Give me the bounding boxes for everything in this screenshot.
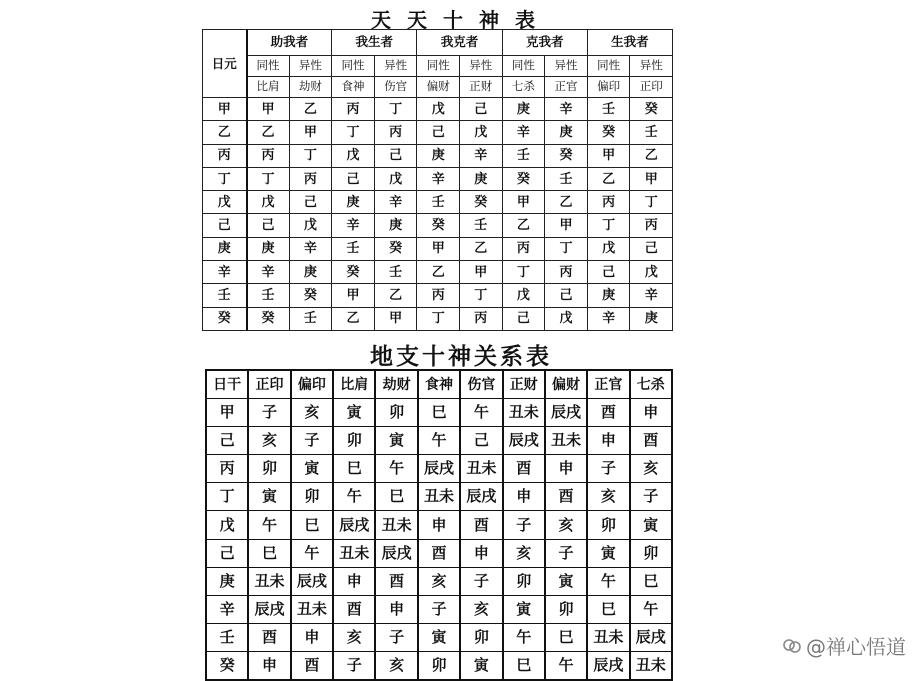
- table-cell: 丑未: [545, 427, 587, 455]
- table-cell: 壬: [460, 214, 503, 237]
- table-cell: 亥: [503, 539, 545, 567]
- table-cell: 乙: [417, 261, 460, 284]
- table-cell: 甲: [587, 144, 630, 167]
- table-cell: 己: [374, 144, 417, 167]
- table-cell: 子: [375, 623, 417, 651]
- day-stem-cell: 己: [203, 214, 247, 237]
- table-cell: 辰戌: [587, 651, 629, 680]
- table-cell: 丙: [502, 237, 545, 260]
- day-stem-cell: 癸: [206, 651, 248, 680]
- god-header: 伤官: [374, 77, 417, 98]
- table-cell: 卯: [333, 427, 375, 455]
- table-cell: 酉: [545, 483, 587, 511]
- table-cell: 酉: [503, 455, 545, 483]
- table-cell: 申: [248, 651, 290, 680]
- table-cell: 乙: [374, 284, 417, 307]
- table-cell: 寅: [291, 455, 333, 483]
- table-cell: 辛: [545, 98, 588, 121]
- table-row: [206, 595, 672, 623]
- table-cell: 亥: [418, 567, 460, 595]
- table-cell: 戊: [460, 121, 503, 144]
- table-cell: 酉: [291, 651, 333, 680]
- table-cell: 丁: [545, 237, 588, 260]
- table-cell: 午: [460, 399, 502, 427]
- day-stem-cell: 甲: [203, 98, 247, 121]
- table-cell: 庚: [374, 214, 417, 237]
- table-cell: 子: [418, 595, 460, 623]
- table-cell: 卯: [248, 455, 290, 483]
- table-cell: 庚: [630, 307, 673, 330]
- table-cell: 寅: [418, 623, 460, 651]
- column-header: 偏印: [291, 370, 333, 399]
- table-cell: 辰戌: [503, 427, 545, 455]
- table-cell: 癸: [247, 307, 290, 330]
- day-stem-cell: 丁: [203, 167, 247, 190]
- gender-header: 异性: [289, 56, 332, 77]
- column-header: 偏财: [545, 370, 587, 399]
- table-cell: 辛: [502, 121, 545, 144]
- table-cell: 癸: [417, 214, 460, 237]
- table-cell: 癸: [289, 284, 332, 307]
- table-cell: 甲: [502, 191, 545, 214]
- table-cell: 酉: [333, 595, 375, 623]
- table-cell: 庚: [332, 191, 375, 214]
- table-cell: 己: [502, 307, 545, 330]
- table-cell: 辰戌: [333, 511, 375, 539]
- god-header: 食神: [332, 77, 375, 98]
- table-cell: 庚: [545, 121, 588, 144]
- god-header: 正官: [545, 77, 588, 98]
- day-stem-cell: 丙: [206, 455, 248, 483]
- god-header: 偏财: [417, 77, 460, 98]
- gender-header: 同性: [502, 56, 545, 77]
- table-cell: 庚: [247, 237, 290, 260]
- table-cell: 戊: [332, 144, 375, 167]
- table-cell: 丙: [545, 261, 588, 284]
- table-cell: 辛: [374, 191, 417, 214]
- table-cell: 己: [630, 237, 673, 260]
- group-header: 克我者: [502, 30, 587, 56]
- day-stem-cell: 己: [206, 539, 248, 567]
- table-cell: 乙: [587, 167, 630, 190]
- table-cell: 巳: [248, 539, 290, 567]
- table-cell: 申: [630, 399, 672, 427]
- day-stem-cell: 丙: [203, 144, 247, 167]
- table-cell: 子: [248, 399, 290, 427]
- table-cell: 午: [291, 539, 333, 567]
- header-row-genders: [203, 56, 673, 77]
- table-cell: 亥: [248, 427, 290, 455]
- group-header: 生我者: [587, 30, 672, 56]
- table-row: [206, 427, 672, 455]
- table-cell: 乙: [502, 214, 545, 237]
- table-cell: 癸: [630, 98, 673, 121]
- heavenly-stems-ten-gods-table: [202, 29, 673, 331]
- table-cell: 乙: [630, 144, 673, 167]
- gender-header: 同性: [587, 56, 630, 77]
- gender-header: 同性: [247, 56, 290, 77]
- table-cell: 丙: [332, 98, 375, 121]
- table-cell: 丙: [374, 121, 417, 144]
- table-cell: 丁: [417, 307, 460, 330]
- table-cell: 癸: [332, 261, 375, 284]
- table-cell: 壬: [332, 237, 375, 260]
- column-header: 劫财: [375, 370, 417, 399]
- table-cell: 辰戌: [545, 399, 587, 427]
- table-cell: 亥: [375, 651, 417, 680]
- table-cell: 卯: [460, 623, 502, 651]
- table-cell: 甲: [545, 214, 588, 237]
- table-row: [203, 167, 673, 190]
- table-cell: 壬: [630, 121, 673, 144]
- column-header: 伤官: [460, 370, 502, 399]
- table-cell: 午: [630, 595, 672, 623]
- table-cell: 甲: [247, 98, 290, 121]
- table-cell: 丑未: [333, 539, 375, 567]
- table-cell: 辛: [289, 237, 332, 260]
- table-cell: 子: [333, 651, 375, 680]
- column-header: 正财: [503, 370, 545, 399]
- table-cell: 辛: [417, 167, 460, 190]
- day-stem-cell: 壬: [203, 284, 247, 307]
- table-cell: 亥: [291, 399, 333, 427]
- header-row: [206, 370, 672, 399]
- table-cell: 午: [333, 483, 375, 511]
- table-cell: 戊: [247, 191, 290, 214]
- day-stem-cell: 壬: [206, 623, 248, 651]
- table-cell: 己: [587, 261, 630, 284]
- table-cell: 丑未: [587, 623, 629, 651]
- table-cell: 癸: [545, 144, 588, 167]
- table-row: [203, 284, 673, 307]
- table-cell: 子: [587, 455, 629, 483]
- gender-header: 同性: [332, 56, 375, 77]
- table-cell: 壬: [289, 307, 332, 330]
- table-row: [203, 261, 673, 284]
- watermark-text: @禅心悟道: [806, 635, 906, 659]
- table-cell: 壬: [587, 98, 630, 121]
- day-stem-cell: 庚: [203, 237, 247, 260]
- table-cell: 卯: [545, 595, 587, 623]
- column-header: 日干: [206, 370, 248, 399]
- table-cell: 申: [545, 455, 587, 483]
- table-cell: 戊: [417, 98, 460, 121]
- table-cell: 丁: [587, 214, 630, 237]
- gender-header: 异性: [460, 56, 503, 77]
- table-cell: 壬: [545, 167, 588, 190]
- group-header: 我克者: [417, 30, 502, 56]
- table-cell: 巳: [291, 511, 333, 539]
- table-cell: 卯: [587, 511, 629, 539]
- header-row-gods: [203, 77, 673, 98]
- table-row: [203, 144, 673, 167]
- table-cell: 子: [630, 483, 672, 511]
- day-stem-cell: 己: [206, 427, 248, 455]
- table-cell: 卯: [375, 399, 417, 427]
- table-cell: 戊: [630, 261, 673, 284]
- day-stem-cell: 癸: [203, 307, 247, 330]
- table-cell: 申: [291, 623, 333, 651]
- table-cell: 丑未: [503, 399, 545, 427]
- gender-header: 同性: [417, 56, 460, 77]
- earthly-branches-ten-gods-table: [205, 369, 673, 681]
- table-cell: 戊: [374, 167, 417, 190]
- table-cell: 甲: [460, 261, 503, 284]
- table-cell: 寅: [545, 567, 587, 595]
- table-cell: 丙: [630, 214, 673, 237]
- table-cell: 甲: [289, 121, 332, 144]
- table-cell: 午: [248, 511, 290, 539]
- table-cell: 甲: [374, 307, 417, 330]
- table-cell: 戊: [502, 284, 545, 307]
- table-row: [206, 399, 672, 427]
- table-cell: 丁: [630, 191, 673, 214]
- table-cell: 庚: [587, 284, 630, 307]
- watermark: [782, 631, 906, 660]
- table-cell: 巳: [545, 623, 587, 651]
- table-cell: 辛: [587, 307, 630, 330]
- bottom-table-title: 地支十神关系表: [370, 343, 552, 370]
- table-cell: 己: [332, 167, 375, 190]
- table-cell: 酉: [630, 427, 672, 455]
- table-cell: 酉: [460, 511, 502, 539]
- column-header: 正印: [248, 370, 290, 399]
- header-row-groups: [203, 30, 673, 56]
- gender-header: 异性: [374, 56, 417, 77]
- top-table-title: 天天十神表: [371, 8, 551, 32]
- table-cell: 丑未: [630, 651, 672, 680]
- table-row: [206, 539, 672, 567]
- table-cell: 乙: [545, 191, 588, 214]
- table-cell: 乙: [332, 307, 375, 330]
- table-cell: 庚: [502, 98, 545, 121]
- gender-header: 异性: [545, 56, 588, 77]
- table-cell: 卯: [630, 539, 672, 567]
- group-header: 我生者: [332, 30, 417, 56]
- table-cell: 辰戌: [248, 595, 290, 623]
- table-cell: 子: [545, 539, 587, 567]
- column-header: 正官: [587, 370, 629, 399]
- table-cell: 庚: [417, 144, 460, 167]
- table-cell: 戊: [289, 214, 332, 237]
- table-cell: 丁: [289, 144, 332, 167]
- column-header: 七杀: [630, 370, 672, 399]
- table-cell: 辛: [630, 284, 673, 307]
- table-cell: 酉: [248, 623, 290, 651]
- table-cell: 戊: [545, 307, 588, 330]
- table-cell: 庚: [289, 261, 332, 284]
- table-cell: 申: [333, 567, 375, 595]
- corner-cell: 日元: [203, 30, 247, 98]
- table-cell: 子: [460, 567, 502, 595]
- god-header: 劫财: [289, 77, 332, 98]
- table-row: [206, 651, 672, 680]
- day-stem-cell: 甲: [206, 399, 248, 427]
- table-cell: 巳: [503, 651, 545, 680]
- table-cell: 丙: [247, 144, 290, 167]
- table-cell: 申: [503, 483, 545, 511]
- table-row: [203, 121, 673, 144]
- table-cell: 辛: [332, 214, 375, 237]
- table-cell: 丑未: [248, 567, 290, 595]
- table-cell: 辛: [460, 144, 503, 167]
- table-cell: 癸: [587, 121, 630, 144]
- table-cell: 辰戌: [630, 623, 672, 651]
- table-cell: 寅: [587, 539, 629, 567]
- table-cell: 丁: [460, 284, 503, 307]
- table-row: [206, 483, 672, 511]
- table-cell: 亥: [630, 455, 672, 483]
- table-cell: 戊: [587, 237, 630, 260]
- table-cell: 午: [418, 427, 460, 455]
- table-cell: 巳: [630, 567, 672, 595]
- table-cell: 乙: [289, 98, 332, 121]
- table-row: [206, 567, 672, 595]
- table-cell: 子: [503, 511, 545, 539]
- table-cell: 寅: [460, 651, 502, 680]
- group-header: 助我者: [247, 30, 332, 56]
- table-cell: 酉: [418, 539, 460, 567]
- table-cell: 己: [545, 284, 588, 307]
- table-row: [206, 455, 672, 483]
- table-cell: 己: [289, 191, 332, 214]
- table-cell: 寅: [333, 399, 375, 427]
- table-cell: 己: [460, 98, 503, 121]
- table-cell: 卯: [291, 483, 333, 511]
- table-cell: 辛: [247, 261, 290, 284]
- table-cell: 丑未: [418, 483, 460, 511]
- table-cell: 壬: [417, 191, 460, 214]
- table-cell: 子: [291, 427, 333, 455]
- table-cell: 癸: [460, 191, 503, 214]
- table-cell: 午: [545, 651, 587, 680]
- table-cell: 甲: [417, 237, 460, 260]
- table-cell: 甲: [332, 284, 375, 307]
- table-cell: 巳: [587, 595, 629, 623]
- day-stem-cell: 乙: [203, 121, 247, 144]
- table-cell: 丁: [502, 261, 545, 284]
- table-cell: 丁: [374, 98, 417, 121]
- table-cell: 申: [418, 511, 460, 539]
- table-cell: 己: [247, 214, 290, 237]
- table-cell: 丑未: [291, 595, 333, 623]
- table-cell: 丁: [247, 167, 290, 190]
- table-cell: 巳: [418, 399, 460, 427]
- table-cell: 乙: [247, 121, 290, 144]
- table-cell: 丙: [289, 167, 332, 190]
- day-stem-cell: 庚: [206, 567, 248, 595]
- table-cell: 丁: [332, 121, 375, 144]
- table-cell: 癸: [502, 167, 545, 190]
- table-cell: 寅: [375, 427, 417, 455]
- day-stem-cell: 辛: [203, 261, 247, 284]
- table-cell: 申: [375, 595, 417, 623]
- table-cell: 甲: [630, 167, 673, 190]
- table-cell: 酉: [375, 567, 417, 595]
- table-cell: 巳: [333, 455, 375, 483]
- table-cell: 卯: [418, 651, 460, 680]
- day-stem-cell: 戊: [203, 191, 247, 214]
- table-cell: 辰戌: [460, 483, 502, 511]
- table-cell: 酉: [587, 399, 629, 427]
- god-header: 比肩: [247, 77, 290, 98]
- watermark-logo-icon: [782, 636, 802, 656]
- table-cell: 亥: [587, 483, 629, 511]
- column-header: 比肩: [333, 370, 375, 399]
- table-row: [203, 191, 673, 214]
- day-stem-cell: 戊: [206, 511, 248, 539]
- table-row: [203, 214, 673, 237]
- table-cell: 申: [587, 427, 629, 455]
- table-row: [203, 237, 673, 260]
- table-cell: 午: [587, 567, 629, 595]
- god-header: 正印: [630, 77, 673, 98]
- table-cell: 亥: [460, 595, 502, 623]
- table-cell: 寅: [248, 483, 290, 511]
- god-header: 正财: [460, 77, 503, 98]
- table-cell: 辰戌: [418, 455, 460, 483]
- table-row: [203, 98, 673, 121]
- table-cell: 己: [417, 121, 460, 144]
- table-cell: 亥: [545, 511, 587, 539]
- table-cell: 壬: [502, 144, 545, 167]
- table-cell: 午: [503, 623, 545, 651]
- table-cell: 寅: [630, 511, 672, 539]
- table-cell: 丙: [587, 191, 630, 214]
- table-cell: 壬: [374, 261, 417, 284]
- table-cell: 庚: [460, 167, 503, 190]
- table-cell: 癸: [374, 237, 417, 260]
- table-cell: 己: [460, 427, 502, 455]
- table-cell: 辰戌: [291, 567, 333, 595]
- god-header: 七杀: [502, 77, 545, 98]
- table-cell: 丙: [417, 284, 460, 307]
- table-cell: 乙: [460, 237, 503, 260]
- table-cell: 卯: [503, 567, 545, 595]
- table-cell: 丑未: [375, 511, 417, 539]
- god-header: 偏印: [587, 77, 630, 98]
- day-stem-cell: 丁: [206, 483, 248, 511]
- table-cell: 午: [375, 455, 417, 483]
- table-row: [206, 511, 672, 539]
- table-cell: 寅: [503, 595, 545, 623]
- table-row: [206, 623, 672, 651]
- gender-header: 异性: [630, 56, 673, 77]
- table-cell: 申: [460, 539, 502, 567]
- table-cell: 丙: [460, 307, 503, 330]
- table-cell: 壬: [247, 284, 290, 307]
- table-cell: 丑未: [460, 455, 502, 483]
- table-row: [203, 307, 673, 330]
- table-cell: 巳: [375, 483, 417, 511]
- column-header: 食神: [418, 370, 460, 399]
- day-stem-cell: 辛: [206, 595, 248, 623]
- table-cell: 辰戌: [375, 539, 417, 567]
- table-cell: 亥: [333, 623, 375, 651]
